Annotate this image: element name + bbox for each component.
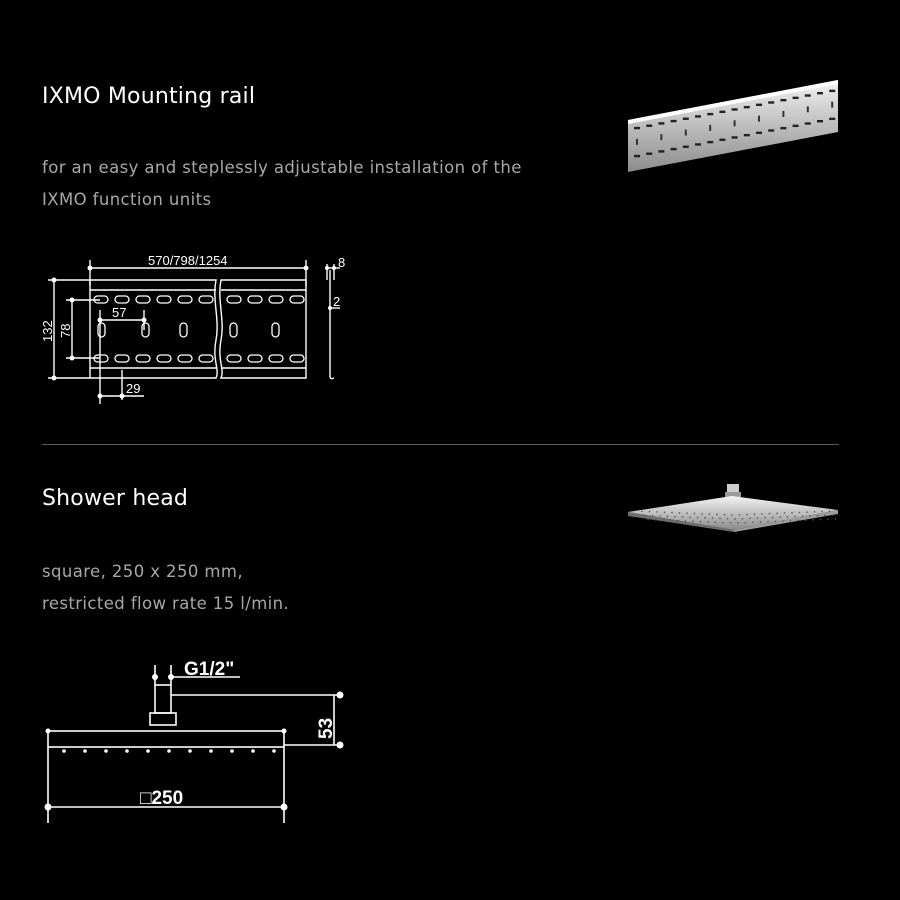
nozzle-dot	[722, 522, 724, 524]
rail-slot	[269, 355, 283, 362]
nozzle-dot	[667, 516, 669, 518]
rail-slot	[248, 355, 262, 362]
description-line: IXMO function units	[42, 190, 212, 209]
rail-hole	[780, 127, 786, 129]
nozzle-dot	[760, 521, 762, 523]
nozzle-dot	[641, 511, 643, 513]
rail-slot	[136, 296, 150, 303]
nozzle-dot	[784, 512, 786, 514]
nozzle-dot	[83, 749, 87, 753]
rail-slot	[272, 323, 279, 337]
nozzle-dot	[671, 512, 673, 514]
nozzle-dot	[817, 515, 819, 517]
nozzle-dot	[251, 749, 255, 753]
nozzle-dot	[146, 749, 150, 753]
nozzle-dot	[767, 521, 769, 523]
rail-hole	[732, 136, 738, 138]
rail-hole	[683, 146, 689, 148]
nozzle-dot	[752, 521, 754, 523]
nozzle-dot	[790, 520, 792, 522]
section-divider	[42, 444, 839, 445]
nozzle-dot	[685, 520, 687, 522]
rail-hole	[732, 108, 738, 110]
rail-hole	[756, 132, 762, 134]
nozzle-dot	[821, 511, 823, 513]
nozzle-dot	[745, 522, 747, 524]
nozzle-dot	[812, 519, 814, 521]
dimension-length: 570/798/1254	[148, 253, 228, 268]
nozzle-dot	[769, 513, 771, 515]
description-line: for an easy and steplessly adjustable installation of the	[42, 158, 522, 177]
mounting-rail-image	[628, 80, 840, 176]
rail-slot	[269, 296, 283, 303]
nozzle-dot	[772, 517, 774, 519]
rail-hole	[805, 122, 811, 124]
nozzle-dot	[679, 512, 681, 514]
rail-hole	[782, 111, 784, 117]
rail-hole	[829, 118, 835, 120]
nozzle-dot	[742, 518, 744, 520]
rail-slot	[178, 296, 192, 303]
nozzle-dot	[682, 516, 684, 518]
rail-slot	[115, 296, 129, 303]
nozzle-dot	[746, 514, 748, 516]
nozzle-dot	[704, 517, 706, 519]
nozzle-dot	[764, 517, 766, 519]
rail-hole	[805, 94, 811, 96]
rail-hole	[636, 139, 638, 145]
rail-hole	[807, 106, 809, 112]
nozzle-dot	[670, 520, 672, 522]
rail-slot	[290, 296, 304, 303]
rail-hole	[658, 150, 664, 152]
nozzle-dot	[835, 518, 837, 520]
nozzle-dot	[719, 518, 721, 520]
nozzle-dot	[272, 749, 276, 753]
dimension-height-inner: 78	[58, 323, 73, 338]
nozzle-dot	[797, 520, 799, 522]
nozzle-dot	[677, 520, 679, 522]
nozzle-dot	[649, 511, 651, 513]
rail-hole	[683, 118, 689, 120]
nozzle-dot	[692, 521, 694, 523]
nozzle-dot	[701, 513, 703, 515]
rail-hole	[671, 120, 677, 122]
dimension-depth: 8	[338, 255, 346, 270]
rail-hole	[768, 101, 774, 103]
nozzle-dot	[724, 514, 726, 516]
dimension-width: □250	[140, 788, 184, 809]
section-description-shower-head	[42, 556, 289, 620]
rail-hole	[646, 125, 652, 127]
nozzle-dot	[697, 517, 699, 519]
nozzle-dot	[791, 512, 793, 514]
rail-hole	[695, 115, 701, 117]
rail-hole	[817, 120, 823, 122]
nozzle-dot	[674, 516, 676, 518]
rail-slot	[142, 323, 149, 337]
nozzle-dot	[689, 516, 691, 518]
section-title-mounting-rail: IXMO Mounting rail	[42, 84, 256, 109]
rail-slot	[199, 296, 213, 303]
dimension-height: 53	[316, 717, 337, 739]
nozzle-dot	[709, 513, 711, 515]
nozzle-dot	[782, 520, 784, 522]
nozzle-dot	[779, 516, 781, 518]
nozzle-dot	[734, 518, 736, 520]
nozzle-dot	[715, 521, 717, 523]
nozzle-dot	[230, 749, 234, 753]
nozzle-dot	[776, 512, 778, 514]
nozzle-dot	[799, 512, 801, 514]
rail-slot	[178, 355, 192, 362]
nozzle-dot	[716, 514, 718, 516]
rail-slot	[98, 323, 105, 337]
nozzle-dot	[794, 516, 796, 518]
rail-hole	[709, 125, 711, 131]
rail-hole	[817, 92, 823, 94]
nozzle-dot	[824, 515, 826, 517]
rail-hole	[634, 127, 640, 129]
rail-slot	[157, 296, 171, 303]
rail-slot	[199, 355, 213, 362]
rail-slot	[290, 355, 304, 362]
nozzle-dot	[104, 749, 108, 753]
section-description-mounting-rail	[42, 152, 522, 216]
rail-hole	[671, 148, 677, 150]
nozzle-dot	[806, 511, 808, 513]
nozzle-dot	[761, 513, 763, 515]
rail-slot	[230, 323, 237, 337]
nozzle-dot	[832, 514, 834, 516]
nozzle-dot	[659, 515, 661, 517]
rail-slot	[157, 355, 171, 362]
rail-hole	[768, 129, 774, 131]
nozzle-dot	[707, 521, 709, 523]
nozzle-dot	[652, 515, 654, 517]
dimension-thickness: 2	[333, 294, 341, 309]
nozzle-dot	[686, 512, 688, 514]
shower-head-drawing	[40, 655, 360, 835]
rail-hole	[780, 99, 786, 101]
rail-slot	[115, 355, 129, 362]
nozzle-dot	[827, 518, 829, 520]
nozzle-dot	[727, 518, 729, 520]
nozzle-dot	[820, 519, 822, 521]
rail-hole	[831, 102, 833, 108]
rail-hole	[793, 97, 799, 99]
rail-slot	[227, 355, 241, 362]
nozzle-dot	[644, 515, 646, 517]
nozzle-dot	[188, 749, 192, 753]
description-line: restricted flow rate 15 l/min.	[42, 594, 290, 613]
rail-hole	[829, 90, 835, 92]
nozzle-dot	[775, 521, 777, 523]
nozzle-dot	[712, 517, 714, 519]
nozzle-dot	[209, 749, 213, 753]
rail-hole	[707, 113, 713, 115]
dimension-height-outer: 132	[40, 320, 55, 342]
nozzle-dot	[62, 749, 66, 753]
nozzle-dot	[655, 519, 657, 521]
nozzle-dot	[700, 521, 702, 523]
nozzle-dot	[656, 511, 658, 513]
rail-slot	[180, 323, 187, 337]
dimension-thread: G1/2"	[184, 659, 235, 680]
nozzle-dot	[167, 749, 171, 753]
section-title-shower-head: Shower head	[42, 486, 189, 511]
shower-head-image	[628, 482, 840, 534]
rail-hole	[695, 143, 701, 145]
rail-hole	[734, 120, 736, 126]
nozzle-dot	[694, 513, 696, 515]
nozzle-dot	[802, 515, 804, 517]
rail-hole	[793, 125, 799, 127]
nozzle-dot	[664, 511, 666, 513]
nozzle-dot	[731, 514, 733, 516]
rail-hole	[744, 106, 750, 108]
dimension-slot-spacing: 57	[112, 305, 127, 320]
nozzle-dot	[662, 519, 664, 521]
rail-hole	[685, 130, 687, 136]
nozzle-dot	[730, 522, 732, 524]
nozzle-dot	[754, 513, 756, 515]
rail-hole	[707, 141, 713, 143]
nozzle-dot	[829, 510, 831, 512]
description-line: square, 250 x 250 mm,	[42, 562, 243, 581]
mounting-rail-drawing	[40, 250, 360, 410]
rail-hole	[756, 104, 762, 106]
rail-hole	[758, 116, 760, 122]
nozzle-dot	[787, 516, 789, 518]
rail-hole	[658, 122, 664, 124]
rail-slot	[227, 296, 241, 303]
rail-hole	[744, 134, 750, 136]
nozzle-dot	[125, 749, 129, 753]
nozzle-dot	[739, 514, 741, 516]
rail-hole	[634, 155, 640, 157]
dimension-edge-spacing: 29	[126, 381, 141, 396]
rail-hole	[646, 153, 652, 155]
nozzle-dot	[805, 519, 807, 521]
nozzle-dot	[814, 511, 816, 513]
nozzle-dot	[749, 518, 751, 520]
nozzle-dot	[647, 519, 649, 521]
nozzle-dot	[737, 522, 739, 524]
rail-hole	[719, 111, 725, 113]
rail-slot	[136, 355, 150, 362]
rail-hole	[660, 134, 662, 140]
nozzle-dot	[809, 515, 811, 517]
nozzle-dot	[757, 517, 759, 519]
rail-hole	[719, 139, 725, 141]
rail-slot	[248, 296, 262, 303]
